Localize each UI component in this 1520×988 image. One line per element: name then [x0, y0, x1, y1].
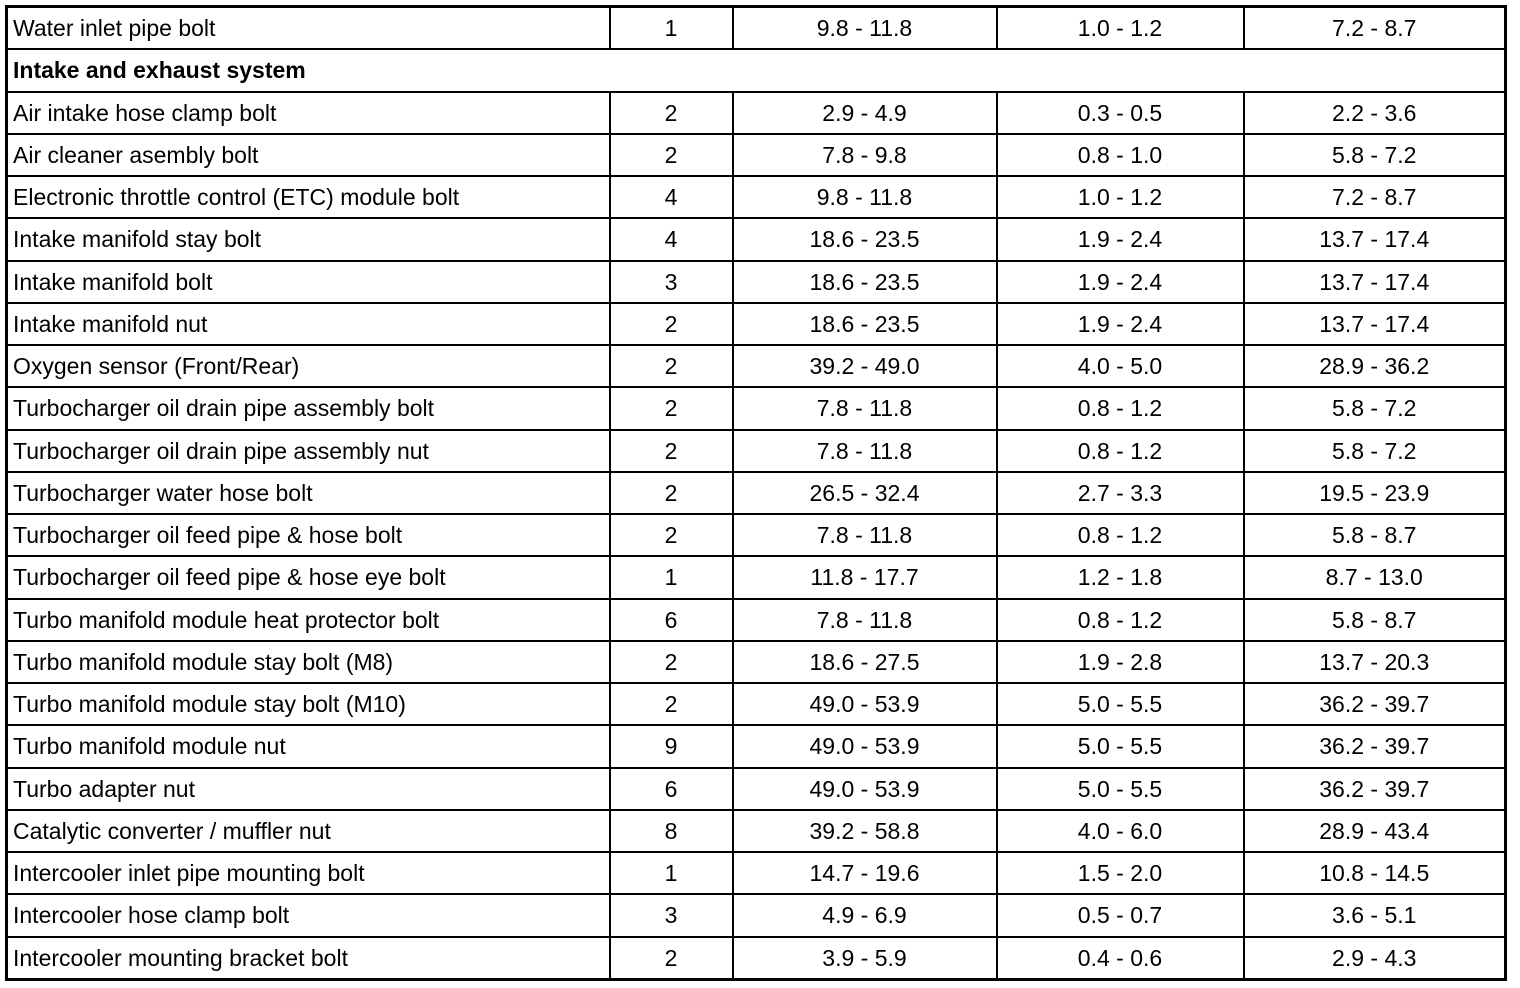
torque-nm-cell: 18.6 - 23.5 — [733, 303, 997, 345]
component-name-cell: Turbo manifold module nut — [7, 725, 610, 767]
torque-kgfm-cell: 0.5 - 0.7 — [997, 894, 1244, 936]
torque-kgfm-cell: 0.8 - 1.2 — [997, 387, 1244, 429]
quantity-cell: 1 — [610, 556, 733, 598]
quantity-cell: 2 — [610, 683, 733, 725]
torque-nm-cell: 49.0 - 53.9 — [733, 725, 997, 767]
torque-nm-cell: 7.8 - 9.8 — [733, 134, 997, 176]
table-row — [7, 556, 1506, 598]
table-row — [7, 7, 1506, 50]
table-row — [7, 937, 1506, 980]
quantity-cell: 1 — [610, 7, 733, 50]
component-name-cell: Turbocharger oil drain pipe assembly bolt — [7, 387, 610, 429]
torque-nm-cell: 49.0 - 53.9 — [733, 768, 997, 810]
torque-nm-cell: 9.8 - 11.8 — [733, 7, 997, 50]
torque-kgfm-cell: 0.4 - 0.6 — [997, 937, 1244, 980]
torque-lbft-cell: 8.7 - 13.0 — [1244, 556, 1506, 598]
table-row — [7, 261, 1506, 303]
torque-kgfm-cell: 0.3 - 0.5 — [997, 92, 1244, 134]
torque-kgfm-cell: 1.9 - 2.4 — [997, 218, 1244, 260]
torque-lbft-cell: 5.8 - 7.2 — [1244, 430, 1506, 472]
torque-nm-cell: 7.8 - 11.8 — [733, 514, 997, 556]
table-row — [7, 894, 1506, 936]
torque-kgfm-cell: 1.0 - 1.2 — [997, 176, 1244, 218]
torque-lbft-cell: 5.8 - 7.2 — [1244, 387, 1506, 429]
torque-lbft-cell: 36.2 - 39.7 — [1244, 725, 1506, 767]
torque-lbft-cell: 10.8 - 14.5 — [1244, 852, 1506, 894]
table-row — [7, 472, 1506, 514]
component-name-cell: Intake manifold stay bolt — [7, 218, 610, 260]
torque-lbft-cell: 3.6 - 5.1 — [1244, 894, 1506, 936]
quantity-cell: 4 — [610, 176, 733, 218]
torque-nm-cell: 9.8 - 11.8 — [733, 176, 997, 218]
torque-lbft-cell: 13.7 - 20.3 — [1244, 641, 1506, 683]
quantity-cell: 4 — [610, 218, 733, 260]
table-row — [7, 768, 1506, 810]
component-name-cell: Oxygen sensor (Front/Rear) — [7, 345, 610, 387]
quantity-cell: 2 — [610, 937, 733, 980]
torque-nm-cell: 26.5 - 32.4 — [733, 472, 997, 514]
section-title: Intake and exhaust system — [7, 49, 1506, 91]
quantity-cell: 1 — [610, 852, 733, 894]
torque-kgfm-cell: 1.9 - 2.8 — [997, 641, 1244, 683]
component-name-cell: Turbo manifold module heat protector bolt — [7, 599, 610, 641]
torque-lbft-cell: 5.8 - 7.2 — [1244, 134, 1506, 176]
quantity-cell: 2 — [610, 134, 733, 176]
torque-spec-table — [5, 5, 1507, 981]
component-name-cell: Turbocharger oil drain pipe assembly nut — [7, 430, 610, 472]
torque-lbft-cell: 28.9 - 43.4 — [1244, 810, 1506, 852]
torque-nm-cell: 2.9 - 4.9 — [733, 92, 997, 134]
quantity-cell: 2 — [610, 387, 733, 429]
torque-kgfm-cell: 0.8 - 1.0 — [997, 134, 1244, 176]
component-name-cell: Catalytic converter / muffler nut — [7, 810, 610, 852]
torque-nm-cell: 7.8 - 11.8 — [733, 599, 997, 641]
table-row — [7, 134, 1506, 176]
torque-kgfm-cell: 0.8 - 1.2 — [997, 514, 1244, 556]
torque-lbft-cell: 13.7 - 17.4 — [1244, 218, 1506, 260]
component-name-cell: Water inlet pipe bolt — [7, 7, 610, 50]
torque-lbft-cell: 7.2 - 8.7 — [1244, 176, 1506, 218]
quantity-cell: 9 — [610, 725, 733, 767]
torque-kgfm-cell: 5.0 - 5.5 — [997, 683, 1244, 725]
torque-kgfm-cell: 4.0 - 6.0 — [997, 810, 1244, 852]
torque-nm-cell: 7.8 - 11.8 — [733, 387, 997, 429]
quantity-cell: 2 — [610, 641, 733, 683]
table-row — [7, 387, 1506, 429]
torque-lbft-cell: 13.7 - 17.4 — [1244, 303, 1506, 345]
quantity-cell: 8 — [610, 810, 733, 852]
component-name-cell: Turbocharger oil feed pipe & hose eye bolt — [7, 556, 610, 598]
torque-lbft-cell: 7.2 - 8.7 — [1244, 7, 1506, 50]
torque-nm-cell: 14.7 - 19.6 — [733, 852, 997, 894]
table-row — [7, 218, 1506, 260]
torque-nm-cell: 18.6 - 27.5 — [733, 641, 997, 683]
component-name-cell: Intake manifold nut — [7, 303, 610, 345]
torque-lbft-cell: 36.2 - 39.7 — [1244, 683, 1506, 725]
quantity-cell: 2 — [610, 303, 733, 345]
component-name-cell: Turbo manifold module stay bolt (M8) — [7, 641, 610, 683]
torque-nm-cell: 11.8 - 17.7 — [733, 556, 997, 598]
torque-nm-cell: 49.0 - 53.9 — [733, 683, 997, 725]
torque-kgfm-cell: 1.9 - 2.4 — [997, 303, 1244, 345]
torque-lbft-cell: 5.8 - 8.7 — [1244, 514, 1506, 556]
quantity-cell: 2 — [610, 514, 733, 556]
torque-kgfm-cell: 0.8 - 1.2 — [997, 599, 1244, 641]
torque-kgfm-cell: 0.8 - 1.2 — [997, 430, 1244, 472]
torque-lbft-cell: 13.7 - 17.4 — [1244, 261, 1506, 303]
quantity-cell: 6 — [610, 768, 733, 810]
quantity-cell: 3 — [610, 261, 733, 303]
component-name-cell: Turbocharger oil feed pipe & hose bolt — [7, 514, 610, 556]
torque-lbft-cell: 5.8 - 8.7 — [1244, 599, 1506, 641]
component-name-cell: Intercooler mounting bracket bolt — [7, 937, 610, 980]
quantity-cell: 2 — [610, 430, 733, 472]
table-row — [7, 810, 1506, 852]
component-name-cell: Air cleaner asembly bolt — [7, 134, 610, 176]
torque-lbft-cell: 19.5 - 23.9 — [1244, 472, 1506, 514]
torque-nm-cell: 39.2 - 49.0 — [733, 345, 997, 387]
torque-lbft-cell: 2.9 - 4.3 — [1244, 937, 1506, 980]
torque-kgfm-cell: 1.2 - 1.8 — [997, 556, 1244, 598]
table-body — [7, 7, 1506, 980]
component-name-cell: Air intake hose clamp bolt — [7, 92, 610, 134]
table-row — [7, 176, 1506, 218]
quantity-cell: 2 — [610, 345, 733, 387]
torque-kgfm-cell: 1.5 - 2.0 — [997, 852, 1244, 894]
torque-nm-cell: 39.2 - 58.8 — [733, 810, 997, 852]
table-row — [7, 725, 1506, 767]
torque-lbft-cell: 2.2 - 3.6 — [1244, 92, 1506, 134]
table-row — [7, 303, 1506, 345]
torque-lbft-cell: 36.2 - 39.7 — [1244, 768, 1506, 810]
torque-kgfm-cell: 5.0 - 5.5 — [997, 725, 1244, 767]
section-header-row — [7, 49, 1506, 91]
component-name-cell: Turbo manifold module stay bolt (M10) — [7, 683, 610, 725]
torque-kgfm-cell: 1.0 - 1.2 — [997, 7, 1244, 50]
component-name-cell: Intercooler inlet pipe mounting bolt — [7, 852, 610, 894]
table-row — [7, 345, 1506, 387]
quantity-cell: 6 — [610, 599, 733, 641]
torque-kgfm-cell: 4.0 - 5.0 — [997, 345, 1244, 387]
table-row — [7, 599, 1506, 641]
torque-kgfm-cell: 1.9 - 2.4 — [997, 261, 1244, 303]
table-row — [7, 430, 1506, 472]
torque-lbft-cell: 28.9 - 36.2 — [1244, 345, 1506, 387]
torque-nm-cell: 3.9 - 5.9 — [733, 937, 997, 980]
component-name-cell: Electronic throttle control (ETC) module bolt — [7, 176, 610, 218]
table-row — [7, 683, 1506, 725]
component-name-cell: Turbo adapter nut — [7, 768, 610, 810]
component-name-cell: Turbocharger water hose bolt — [7, 472, 610, 514]
torque-nm-cell: 4.9 - 6.9 — [733, 894, 997, 936]
table-row — [7, 514, 1506, 556]
component-name-cell: Intercooler hose clamp bolt — [7, 894, 610, 936]
table-row — [7, 641, 1506, 683]
table-row — [7, 92, 1506, 134]
torque-kgfm-cell: 5.0 - 5.5 — [997, 768, 1244, 810]
torque-nm-cell: 7.8 - 11.8 — [733, 430, 997, 472]
table-row — [7, 852, 1506, 894]
torque-nm-cell: 18.6 - 23.5 — [733, 218, 997, 260]
quantity-cell: 2 — [610, 472, 733, 514]
torque-kgfm-cell: 2.7 - 3.3 — [997, 472, 1244, 514]
quantity-cell: 3 — [610, 894, 733, 936]
torque-nm-cell: 18.6 - 23.5 — [733, 261, 997, 303]
component-name-cell: Intake manifold bolt — [7, 261, 610, 303]
quantity-cell: 2 — [610, 92, 733, 134]
